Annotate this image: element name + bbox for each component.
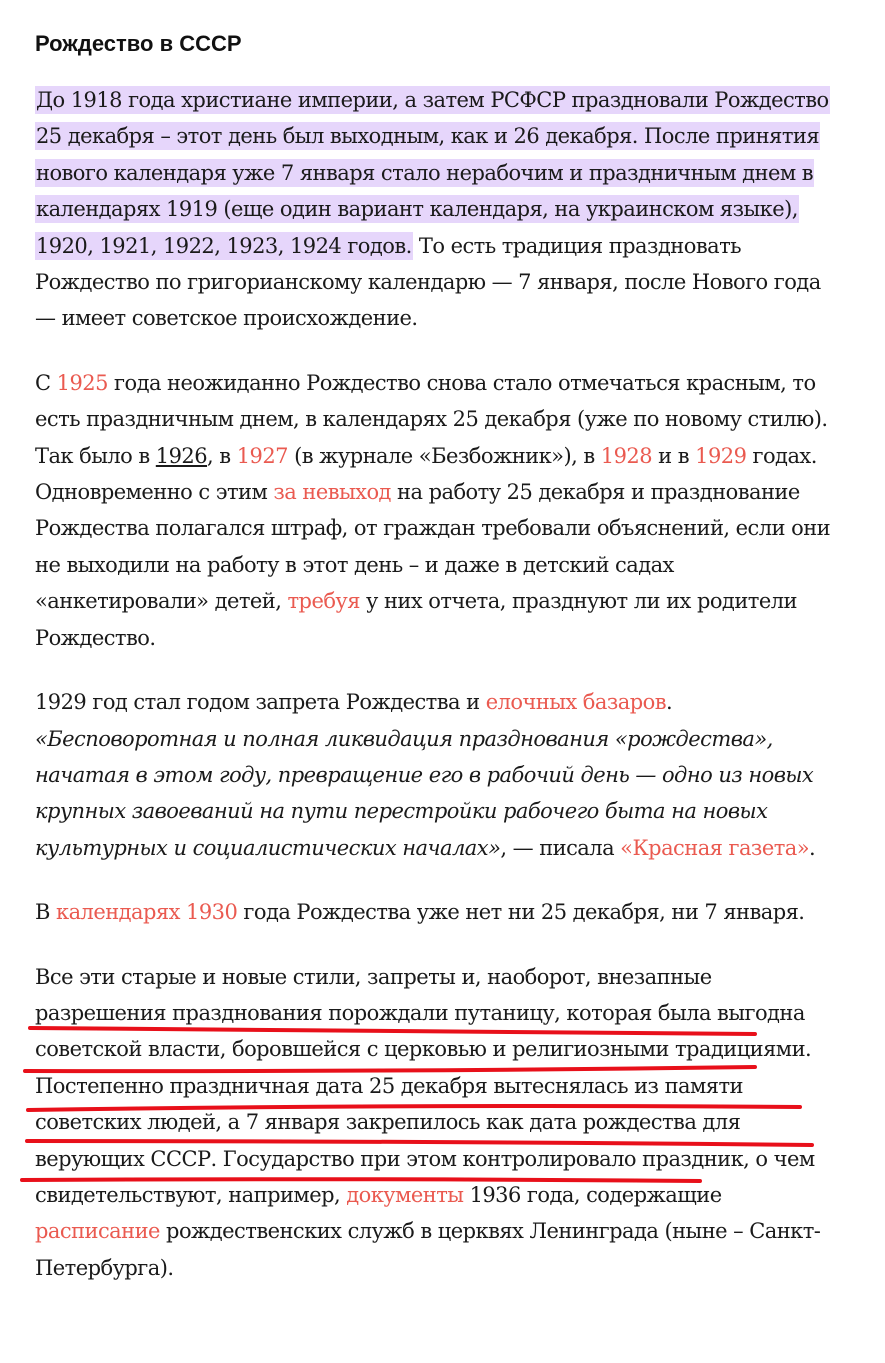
text: у них отчета, празднуют ли их родители Рождество.: [35, 589, 797, 650]
link-dokumenty[interactable]: документы: [346, 1182, 464, 1207]
text: В: [35, 900, 57, 925]
link-raspisanie[interactable]: расписание: [35, 1219, 160, 1244]
text: года неожиданно Рождество снова стало отмечаться красным, то есть праздничным днем, в календарях 25 декабря (уже по новому стилю). Так было в: [35, 370, 828, 468]
link-1929[interactable]: 1929: [695, 443, 747, 468]
link-1925[interactable]: 1925: [56, 370, 108, 395]
link-1927[interactable]: 1927: [236, 443, 288, 468]
link-calendars-1930[interactable]: календарях 1930: [56, 900, 238, 925]
text: 1936 года, содержащие: [463, 1182, 722, 1207]
text: и в: [652, 443, 696, 468]
text: Все эти старые и новые стили, запреты и, наоборот, внезапные разрешения празднования порождали путаницу, которая была выгодна советской власти, боровшейся с церковью и религиозными традициями. Постепенно праздничная дата 25 декабря вытеснялась из памяти советских людей, а 7 января закрепилось как дата рождества для верующих СССР. Государство при этом контролировало праздник, о чем свидетельствуют, например,: [35, 964, 815, 1207]
paragraph-5: [35, 959, 845, 1287]
quote: «Бесповоротная и полная ликвидация празднования «рождества», начатая в этом году, превращение его в рабочий день — одно из новых крупных завоеваний на пути перестройки рабочего быта на новых культурных и социалистических началах»: [35, 726, 814, 860]
text: , в: [207, 443, 237, 468]
text: , — писала: [500, 835, 621, 860]
text: .: [809, 835, 816, 860]
link-1926[interactable]: 1926: [155, 443, 208, 468]
article-heading: Рождество в СССР: [35, 31, 242, 56]
paragraph-1-rest: То есть традиция праздновать Рождество по григорианскому календарю — 7 января, после Нового года — имеет советское происхождение.: [35, 233, 821, 331]
text: 1929 год стал годом запрета Рождества и: [35, 690, 486, 715]
text: рождественских служб в церквях Ленинграда (ныне – Санкт-Петербурга).: [35, 1219, 821, 1280]
link-1928[interactable]: 1928: [600, 443, 653, 468]
paragraph-2: [35, 365, 845, 656]
highlighted-text: До 1918 года христиане империи, а затем РСФСР праздновали Рождество 25 декабря – этот день был выходным, как и 26 декабря. После принятия нового календаря уже 7 января стало нерабочим и праздничным днем в календарях 1919 (еще один вариант календаря, на украинском языке), 1920, 1921, 1922, 1923, 1924 годов.: [36, 88, 829, 258]
paragraph-4: [35, 894, 845, 930]
link-elochnyh-bazarov[interactable]: елочных базаров: [485, 690, 667, 715]
text: года Рождества уже нет ни 25 декабря, ни 7 января.: [237, 900, 805, 925]
paragraph-1: [35, 82, 845, 337]
paragraph-3: [35, 684, 845, 866]
link-trebuya[interactable]: требуя: [287, 589, 360, 614]
text: (в журнале «Безбожник»), в: [287, 443, 601, 468]
text: С: [35, 370, 57, 395]
link-za-nevyhod[interactable]: за невыход: [273, 480, 391, 505]
link-krasnaya-gazeta[interactable]: «Красная газета»: [620, 835, 810, 860]
text: на работу 25 декабря и празднование Рождества полагался штраф, от граждан требовали объяснений, если они не выходили на работу в этот день – и даже в детский садах «анкетировали» детей,: [35, 480, 831, 614]
text: годах. Одновременно с этим: [35, 443, 817, 505]
text: .: [666, 690, 673, 715]
